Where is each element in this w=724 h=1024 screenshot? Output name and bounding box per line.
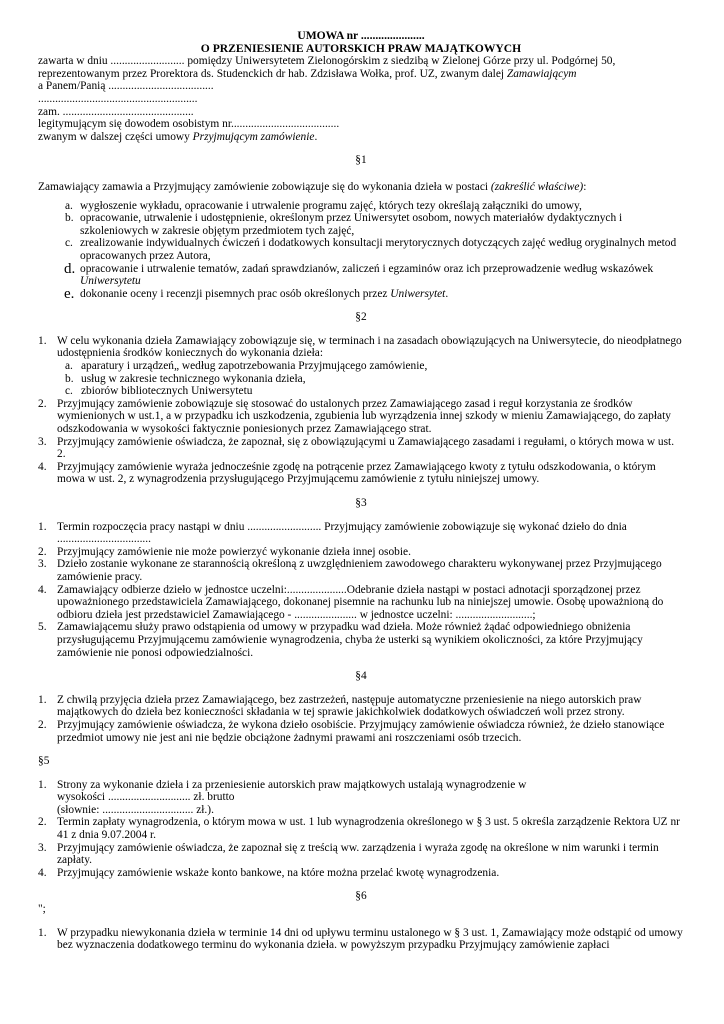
item-marker: a. bbox=[65, 360, 73, 373]
item-marker: a. bbox=[65, 199, 73, 212]
item-text: aparatury i urządzeń„ według zapotrzebowania Przyjmującego zamówienie, bbox=[81, 360, 428, 373]
s5-line-2: wysokości ............................. zł. brutto bbox=[57, 791, 235, 804]
section-2-sublist bbox=[38, 360, 684, 398]
item-text: zrealizowanie indywidualnych ćwiczeń i dodatkowych konsultacji merytorycznych dotyczących zajęć według oryginalnych metod opracowanych przez Autora, bbox=[80, 237, 677, 262]
list-item bbox=[38, 521, 684, 546]
item-text: Przyjmujący zamówienie oświadcza, że wykona dzieło osobiście. Przyjmujący zamówienie oświadcza również, że dzieło stanowiące przedmiot umowy nie jest ani nie będzie obciążone żadnymi prawami ani roszczeniami osób trzecich. bbox=[57, 718, 665, 744]
item-text: Przyjmujący zamówienie nie może powierzyć wykonanie dzieła innej osobie. bbox=[57, 545, 411, 558]
title-line-2: O PRZENIESIENIE AUTORSKICH PRAW MAJĄTKOWYCH bbox=[200, 41, 522, 55]
item-marker: 2. bbox=[38, 397, 47, 410]
section-1-lead-text: Zamawiający zamawia a Przyjmujący zamówienie zobowiązuje się do wykonania dzieła w postaci bbox=[38, 180, 491, 193]
item-text: W celu wykonania dzieła Zamawiający zobowiązuje się, w terminach i na zasadach obowiązujących na Uniwersytecie, do nieodpłatnego udostępnienia środków koniecznych do wykonania dzieła: bbox=[57, 334, 682, 360]
intro-line-7-text: zwanym w dalszej części umowy bbox=[38, 130, 193, 143]
section-4-heading: §4 bbox=[355, 670, 367, 683]
item-text: Z chwilą przyjęcia dzieła przez Zamawiającego, bez zastrzeżeń, następuje automatyczne przeniesienie na niego autorskich praw majątkowych do dzieła bez konieczności składania w tej sprawie jakichkolwiek dodatkowych oświadczeń woli przez strony. bbox=[57, 693, 642, 719]
item-text: zbiorów bibliotecznych Uniwersytetu bbox=[81, 385, 253, 398]
item-marker: d. bbox=[64, 260, 76, 277]
item-text: wygłoszenie wykładu, opracowanie i utrwalenie programu zajęć, których tezy określają załączniki do umowy, bbox=[80, 199, 582, 212]
list-item bbox=[38, 816, 684, 841]
section-2-heading: §2 bbox=[355, 311, 367, 324]
item-marker: 4. bbox=[38, 460, 47, 473]
s5-line-1: Strony za wykonanie dzieła i za przeniesienie autorskich praw majątkowych ustalają wynagrodzenie w bbox=[57, 778, 527, 791]
list-item bbox=[38, 373, 684, 386]
document-title bbox=[38, 30, 684, 55]
intro-line-7-em: Przyjmującym zamówienie bbox=[192, 130, 315, 143]
section-3-heading: §3 bbox=[355, 497, 367, 509]
item-text: Przyjmujący zamówienie zobowiązuje się stosować do ustalonych przez Zamawiającego zasad i reguł korzystania ze środków wymienionych w ust.1, a w przypadku ich uszkodzenia, zgubienia lub wyrządzenia innej szkody w mieniu Zamawiającego, do zapłaty odszkodowania w wysokości faktycznie poniesionych przez Zamawiającego strat. bbox=[57, 397, 671, 436]
item-text: Zamawiający odbierze dzieło w jednostce uczelni:.....................Odebranie dzieła nastąpi w postaci adnotacji sporządzonej przez upoważnionego przedstawiciela Zamawiającego, dokonanej pisemnie na rachunku lub na niniejszej umowie. Osobę upoważnioną do odbioru dzieła jest przedstawiciel Zamawiającego - ...................... w jednostce uczelni: ...........................; bbox=[57, 583, 664, 621]
item-em: Uniwersytetu bbox=[80, 275, 141, 288]
item-marker: 4. bbox=[38, 866, 47, 879]
intro-line-2 bbox=[38, 68, 684, 81]
title-line-1: UMOWA nr ...................... bbox=[297, 29, 425, 42]
item-marker: 1. bbox=[38, 693, 47, 706]
section-1-lead bbox=[38, 181, 684, 194]
item-text: usług w zakresie technicznego wykonania dzieła, bbox=[81, 372, 306, 385]
list-item bbox=[38, 546, 684, 559]
intro-line-2-em: Zamawiającym bbox=[506, 67, 577, 80]
item-marker: 1. bbox=[38, 334, 47, 347]
item-text: Przyjmujący zamówienie wskaże konto bankowe, na które można przelać kwotę wynagrodzenia. bbox=[57, 866, 500, 879]
list-item bbox=[38, 436, 684, 461]
stray-mark: "; bbox=[38, 903, 46, 916]
intro-block bbox=[38, 55, 684, 143]
list-item bbox=[38, 867, 684, 880]
list-item bbox=[38, 398, 684, 436]
section-6-list bbox=[38, 927, 684, 952]
list-item bbox=[38, 200, 684, 213]
item-marker: 1. bbox=[38, 778, 47, 791]
item-text: Termin zapłaty wynagrodzenia, o którym mowa w ust. 1 lub wynagrodzenia określonego w § 3 ust. 5 określa zarządzenie Rektora UZ nr 41 z dnia 9.07.2004 r. bbox=[57, 816, 680, 842]
list-item bbox=[38, 237, 684, 262]
item-text: Przyjmujący zamówienie wyraża jednocześnie zgodę na potrącenie przez Zamawiającego kwoty z tytułu odszkodowania, o którym mowa w ust. 2, z wynagrodzenia przysługującego Przyjmującemu zamówienie z tytułu niniejszej umowy. bbox=[57, 460, 656, 486]
item-marker: 1. bbox=[38, 520, 47, 533]
intro-line-1: zawarta w dniu .......................... pomiędzy Uniwersytetem Zielonogórskim z siedzibą w Zielonej Górze przy ul. Podgórnej 50, bbox=[38, 55, 616, 68]
item-marker: 5. bbox=[38, 621, 47, 634]
item-text: Termin rozpoczęcia pracy nastąpi w dniu .......................... Przyjmujący zamówienie zobowiązuje się wykonać dzieło do dnia ................................. bbox=[57, 520, 627, 546]
list-item bbox=[38, 212, 684, 237]
section-2-list bbox=[38, 335, 684, 486]
list-item bbox=[38, 360, 684, 373]
list-item bbox=[38, 558, 684, 583]
list-item bbox=[38, 842, 684, 867]
intro-line-6: legitymującym się dowodem osobistym nr...................................... bbox=[38, 118, 340, 131]
section-3-list bbox=[38, 521, 684, 660]
item-marker: 2. bbox=[38, 718, 47, 731]
item-end: . bbox=[445, 287, 449, 300]
list-item bbox=[38, 385, 684, 398]
item-marker: b. bbox=[65, 212, 74, 225]
item-marker: 2. bbox=[38, 816, 47, 829]
s5-line-3: (słownie: ................................ zł.). bbox=[57, 803, 214, 816]
section-1-heading: §1 bbox=[355, 154, 367, 167]
list-item bbox=[38, 621, 684, 659]
section-1-lead-em: (zakreślić właściwe) bbox=[490, 180, 584, 193]
section-1-lead-end: : bbox=[583, 180, 587, 193]
section-5-heading: §5 bbox=[38, 755, 50, 768]
item-marker: 3. bbox=[38, 841, 47, 854]
intro-line-3: a Panem/Panią ..................................... bbox=[38, 80, 214, 93]
list-item bbox=[38, 719, 684, 744]
item-text: opracowanie i utrwalenie tematów, zadań sprawdzianów, zaliczeń i egzaminów oraz ich przeprowadzenie według wskazówek bbox=[80, 262, 654, 275]
section-1-list bbox=[38, 200, 684, 301]
item-em: Uniwersytet bbox=[390, 287, 446, 300]
list-item bbox=[38, 285, 684, 302]
item-text: dokonanie oceny i recenzji pisemnych prac osób określonych przez bbox=[80, 287, 391, 300]
list-item bbox=[38, 779, 684, 817]
list-item bbox=[38, 927, 684, 952]
item-marker: b. bbox=[65, 372, 74, 385]
item-text: opracowanie, utrwalenie i udostępnienie, określonym przez Uniwersytet osobom, nowych materiałów dydaktycznych i szkoleniowych w zakresie objętym przedmiotem tych zajęć, bbox=[80, 212, 623, 237]
list-item bbox=[38, 694, 684, 719]
intro-line-5: zam. .............................................. bbox=[38, 105, 194, 118]
item-marker: 3. bbox=[38, 558, 47, 571]
section-6-heading: §6 bbox=[355, 890, 367, 903]
item-marker: 3. bbox=[38, 435, 47, 448]
item-marker: 2. bbox=[38, 545, 47, 558]
item-marker: e. bbox=[64, 285, 75, 302]
intro-line-2-text: reprezentowanym przez Prorektora ds. Studenckich dr hab. Zdzisława Wołka, prof. UZ, zwanym dalej bbox=[38, 67, 507, 80]
item-marker: c. bbox=[65, 385, 73, 398]
item-marker: 4. bbox=[38, 583, 47, 596]
list-item bbox=[38, 584, 684, 622]
intro-line-4: ........................................................ bbox=[38, 92, 198, 105]
intro-line-7 bbox=[38, 131, 684, 144]
section-4-list bbox=[38, 694, 684, 744]
list-item bbox=[38, 260, 684, 288]
list-item bbox=[38, 335, 684, 398]
section-5-list bbox=[38, 779, 684, 880]
item-text: Przyjmujący zamówienie oświadcza, że zapoznał, się z obowiązującymi u Zamawiającego zasadami i regułami, o których mowa w ust. 2. bbox=[57, 435, 675, 461]
item-text: Zamawiającemu służy prawo odstąpienia od umowy w przypadku wad dzieła. Może również żądać odpowiedniego obniżenia przysługującemu Przyjmującemu zamówienie wynagrodzenia, chyba że usterki są wynikiem okoliczności, za które Przyjmujący zamówienie nie ponosi odpowiedzialności. bbox=[57, 621, 643, 659]
list-item bbox=[38, 461, 684, 486]
item-marker: 1. bbox=[38, 926, 47, 939]
item-text: Dzieło zostanie wykonane ze starannością określoną z uwzględnieniem zawodowego charakteru wykonywanej przez Przyjmującego zamówienie pracy. bbox=[57, 558, 662, 583]
intro-line-7-end: . bbox=[314, 130, 318, 143]
item-text: Przyjmujący zamówienie oświadcza, że zapoznał się z treścią ww. zarządzenia i wyraża zgodę na określone w nim warunki i termin zapłaty. bbox=[57, 841, 659, 867]
item-text: W przypadku niewykonania dzieła w terminie 14 dni od upływu terminu ustalonego w § 3 ust. 1, Zamawiający może odstąpić od umowy bez wyznaczenia dodatkowego terminu do wykonania dzieła. w powyższym przypadku Przyjmujący zamówienie zapłaci bbox=[57, 926, 683, 952]
item-marker: c. bbox=[65, 237, 73, 250]
